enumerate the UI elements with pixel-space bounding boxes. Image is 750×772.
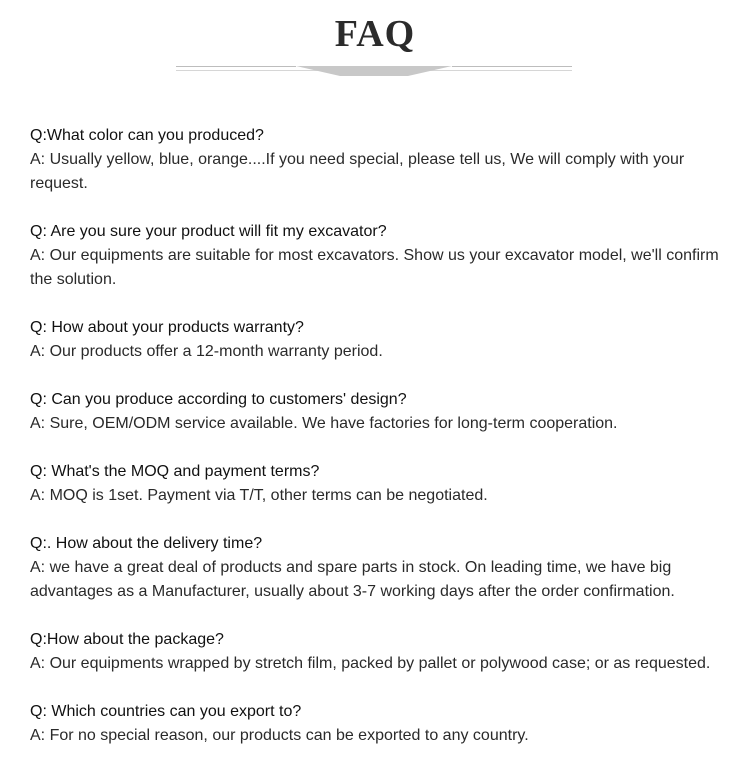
- faq-answer: A: Usually yellow, blue, orange....If you need special, please tell us, We will comply with your request.: [30, 151, 685, 192]
- faq-question: Q: How about your products warranty?: [30, 319, 304, 336]
- faq-header: [0, 0, 750, 90]
- faq-item: [30, 532, 730, 604]
- faq-question: Q: Are you sure your product will fit my excavator?: [30, 223, 387, 240]
- faq-answer: A: Our equipments are suitable for most excavators. Show us your excavator model, we'll confirm the solution.: [30, 247, 719, 288]
- faq-answer: A: MOQ is 1set. Payment via T/T, other terms can be negotiated.: [30, 487, 488, 504]
- faq-answer: A: we have a great deal of products and spare parts in stock. On leading time, we have big advantages as a Manufacturer, usually about 3-7 working days after the order confirmation.: [30, 559, 675, 600]
- title-divider: [176, 64, 572, 78]
- faq-question: Q: What's the MOQ and payment terms?: [30, 463, 320, 480]
- faq-answer: A: Our equipments wrapped by stretch film, packed by pallet or polywood case; or as requested.: [30, 655, 711, 672]
- divider-wedge: [296, 66, 452, 76]
- faq-question: Q: Can you produce according to customers' design?: [30, 391, 407, 408]
- faq-answer: A: Sure, OEM/ODM service available. We have factories for long-term cooperation.: [30, 415, 618, 432]
- faq-item: [30, 124, 730, 196]
- faq-item: [30, 460, 730, 508]
- faq-item: [30, 220, 730, 292]
- faq-question: Q:. How about the delivery time?: [30, 535, 263, 552]
- faq-item: [30, 316, 730, 364]
- page-title: FAQ: [334, 13, 416, 55]
- faq-item: [30, 628, 730, 676]
- faq-question: Q:How about the package?: [30, 631, 224, 648]
- faq-question: Q:What color can you produced?: [30, 127, 264, 144]
- faq-question: Q: Which countries can you export to?: [30, 703, 302, 720]
- faq-answer: A: Our products offer a 12-month warranty period.: [30, 343, 383, 360]
- faq-item: [30, 700, 730, 748]
- faq-answer: A: For no special reason, our products can be exported to any country.: [30, 727, 529, 744]
- faq-list: [30, 124, 730, 772]
- faq-item: [30, 388, 730, 436]
